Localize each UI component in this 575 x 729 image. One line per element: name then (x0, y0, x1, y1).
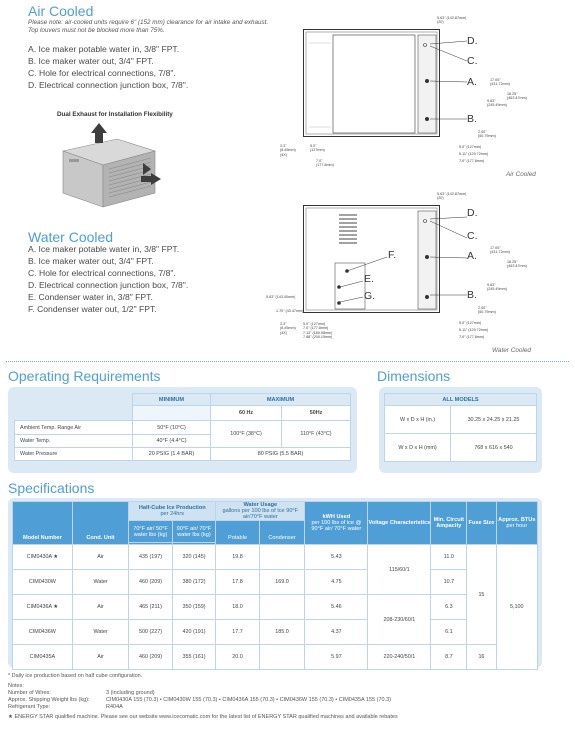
label-a: A. (467, 250, 477, 262)
operating-table (14, 393, 351, 461)
section-divider (6, 361, 569, 362)
table-row-model: CIM0436A ★ (13, 595, 73, 620)
cell: 768 x 616 x 540 (451, 434, 537, 462)
cell: 110°F (43°C) (282, 421, 351, 448)
specifications-title: Specifications (8, 480, 95, 496)
cell: 18.0 (216, 595, 259, 620)
dim-label: 3.3" (8.45mm) (4X) (280, 144, 296, 157)
footnote-notes-label: Notes: (8, 683, 24, 689)
cell (259, 645, 305, 670)
dim-label: 7.0" (177.8mm) (459, 335, 485, 339)
cell: 5.97 (305, 645, 368, 670)
col-60hz: 60 Hz (211, 406, 282, 421)
table-row-model: CIM0430W (13, 570, 73, 595)
dim-label: 18.25" (463.47mm) (507, 92, 527, 101)
cell: 350 (159) (172, 595, 215, 620)
cell: 320 (145) (172, 545, 215, 570)
air-cooled-note: Please note: air-cooled units require 6" (152 mm) clearance for air intake and exhaust. Top louvers must not be blocked more than 75%. (28, 19, 269, 34)
specifications-panel (8, 498, 542, 668)
footnote-refrigerant-label: Refrigerant Type: (8, 704, 51, 710)
list-item: B. Ice maker water out, 3/4" FPT. (28, 56, 154, 66)
dim-label: 18.25" (463.47mm) (507, 260, 527, 269)
cell (259, 545, 305, 570)
footnote-wires-value: 3 (including ground) (106, 690, 155, 696)
cell: 20.0 (216, 645, 259, 670)
label-c: C. (467, 55, 478, 67)
dim-label: 5.63" (143.00mm) (266, 295, 296, 299)
cell: 20 PSIG (1.4 BAR) (133, 448, 211, 461)
cell: 17.7 (216, 620, 259, 645)
table-row-model: CIM0430A ★ (13, 545, 73, 570)
cell: 460 (209) (129, 570, 172, 595)
dim-label: 5.63" (142.87mm) (20) (437, 16, 467, 25)
cell: Air (72, 645, 129, 670)
dimensions-table (384, 393, 537, 462)
dim-label: 3.3" (8.45mm) (4X) (280, 322, 296, 335)
col-potable: Potable (216, 521, 259, 545)
dim-label: 5.0" (127mm) (459, 145, 482, 149)
dim-label: 5.0" (127mm) 7.0" (177.8mm) 7.13" (180.98mm) 7.88" (200.15mm) (303, 322, 333, 340)
dim-label: 17.00" (431.72mm) (490, 78, 510, 87)
list-item: E. Condenser water in, 3/8" FPT. (28, 292, 153, 302)
label-b: B. (467, 113, 477, 125)
cell: Air (72, 595, 129, 620)
cell: 5.43 (305, 545, 368, 570)
cell: 6.3 (431, 595, 467, 620)
cell: 8.7 (431, 645, 467, 670)
table-row-model: CIM0436W (13, 620, 73, 645)
water-leader-lines (340, 205, 470, 305)
row-label: Ambient Temp. Range Air (15, 421, 133, 435)
col-50hz: 50Hz (282, 406, 351, 421)
specifications-table (12, 501, 538, 670)
cell: 17.8 (216, 570, 259, 595)
cell: 355 (161) (172, 645, 215, 670)
exhaust-label: Dual Exhaust for Installation Flexibility (57, 111, 173, 118)
footnote-production: * Daily ice production based on half cube configuration. (8, 673, 143, 679)
dim-label: 5.63" (142.87mm) (20) (437, 192, 467, 201)
cell: 80 PSIG (5.5 BAR) (211, 448, 351, 461)
label-f: F. (388, 249, 397, 261)
cell: 6.1 (431, 620, 467, 645)
air-cooled-caption: Air Cooled (506, 171, 536, 178)
footnote-weight-label: Approx. Shipping Weight lbs (kg): (8, 697, 90, 703)
col-all-models: ALL MODELS (385, 394, 537, 406)
list-item: D. Electrical connection junction box, 7/8". (28, 280, 189, 290)
list-item: D. Electrical connection junction box, 7/8". (28, 80, 189, 90)
list-item: F. Condenser water out, 1/2" FPT. (28, 304, 157, 314)
dim-label: 5.0" (127mm) (310, 144, 325, 153)
label-g: G. (364, 290, 376, 302)
dim-label: 17.00" (431.72mm) (490, 246, 510, 255)
cell: 19.8 (216, 545, 259, 570)
col-cond: Cond. Unit (72, 502, 129, 545)
cell: 465 (211) (129, 595, 172, 620)
col-half-cube: Half-Cube Ice Production per 24hrs (129, 502, 216, 521)
dim-label: 2.00" (50.79mm) (478, 306, 496, 315)
cell: 50°F (10°C) (133, 421, 211, 435)
list-item: C. Hole for electrical connections, 7/8". (28, 68, 176, 78)
cell: 115/60/1 (368, 545, 431, 595)
cell (259, 595, 305, 620)
cell: Water (72, 570, 129, 595)
col-condenser: Condenser (259, 521, 305, 545)
dimensions-table-panel (379, 387, 542, 473)
dim-label: 7.0" (177.8mm) (459, 159, 485, 163)
cell: 4.75 (305, 570, 368, 595)
cell: 460 (209) (129, 645, 172, 670)
cell: 100°F (38°C) (211, 421, 282, 448)
col-maximum: MAXIMUM (211, 394, 351, 406)
air-cooled-drawing (303, 29, 445, 139)
ice-machine-illustration (55, 121, 165, 211)
cell: 4.37 (305, 620, 368, 645)
col-btu: Approx. BTUs per hour (496, 502, 537, 545)
water-cooled-caption: Water Cooled (492, 347, 531, 354)
footnote-wires-label: Number of Wires: (8, 690, 51, 696)
cell: 208-230/60/1 (368, 595, 431, 645)
cell: 15 (467, 545, 496, 645)
dim-label: 9.63" (245.49mm) (487, 99, 507, 108)
list-item: A. Ice maker potable water in, 3/8" FPT. (28, 44, 180, 54)
air-leader-lines (430, 30, 470, 130)
cell: 5.46 (305, 595, 368, 620)
col-kwh: kWH Used per 100 lbs of ice @ 90°F air/ 70°F water (305, 502, 368, 545)
col-minimum: MINIMUM (133, 394, 211, 406)
cell: 500 (227) (129, 620, 172, 645)
dim-label: 5.11" (129.72mm) (459, 152, 489, 156)
col-water-usage: Water Usage gallons per 100 lbs of Ice 90°F air/70°F water (216, 502, 305, 521)
operating-requirements-title: Operating Requirements (8, 368, 161, 384)
label-d: D. (467, 207, 478, 219)
col-hc2: 90°F air/ 70°F water lbs (kg) (172, 521, 215, 543)
water-cooled-title: Water Cooled (28, 229, 114, 245)
cell: 380 (172) (172, 570, 215, 595)
cell: 10.7 (431, 570, 467, 595)
air-cooled-title: Air Cooled (28, 3, 94, 19)
cell: 435 (197) (129, 545, 172, 570)
label-e: E. (364, 273, 374, 285)
cell: 185.0 (259, 620, 305, 645)
list-item: B. Ice maker water out, 3/4" FPT. (28, 256, 154, 266)
footnote-refrigerant-value: R404A (106, 704, 123, 710)
cell: 16 (467, 645, 496, 670)
label-c: C. (467, 230, 478, 242)
dim-label: 9.63" (245.49mm) (487, 283, 507, 292)
cell: 11.0 (431, 545, 467, 570)
cell: Air (72, 545, 129, 570)
cell: 420 (191) (172, 620, 215, 645)
footnote-energy-star: ★ ENERGY STAR qualified machine. Please see our website www.icecomatic.com for the latest list of ENERGY STAR qualified machines and available rebates (8, 714, 398, 720)
row-label: W x D x H (in.) (385, 406, 451, 434)
cell: 5,100 (496, 545, 537, 670)
col-voltage: Voltage Characteristics (368, 502, 431, 545)
cell: 40°F (4.4°C) (133, 435, 211, 448)
list-item: C. Hole for electrical connections, 7/8". (28, 268, 176, 278)
dim-label: 7.0" (177.8mm) (316, 159, 334, 168)
dim-label: 5.0" (127mm) (459, 321, 482, 325)
row-label: Water Temp. (15, 435, 133, 448)
row-label: W x D x H (mm) (385, 434, 451, 462)
cell: Water (72, 620, 129, 645)
label-d: D. (467, 35, 478, 47)
dimensions-title: Dimensions (377, 368, 451, 384)
col-model: Model Number (13, 502, 73, 545)
cell: 220-240/50/1 (368, 645, 431, 670)
dim-label: 1.70" (43.47mm) (276, 309, 304, 313)
label-a: A. (467, 76, 477, 88)
table-row-model: CIM0435A (13, 645, 73, 670)
col-mca: Min. Circuit Ampacity (431, 502, 467, 545)
cell: 30.25 x 24.25 x 21.25 (451, 406, 537, 434)
operating-table-panel (8, 387, 357, 473)
list-item: A. Ice maker potable water in, 3/8" FPT. (28, 244, 180, 254)
dim-label: 5.11" (129.72mm) (459, 328, 489, 332)
col-hc1: 70°F air/ 50°F water lbs (kg) (129, 521, 172, 543)
footnote-weight-value: CIM0430A 155 (70.3) • CIM0430W 155 (70.3) • CIM0436A 155 (70.3) • CIM0436W 155 (70.3) • CIM0435A 155 (70.3) (106, 697, 391, 703)
dim-label: 2.00" (50.79mm) (478, 130, 496, 139)
label-b: B. (467, 289, 477, 301)
row-label: Water Pressure (15, 448, 133, 461)
cell: 169.0 (259, 570, 305, 595)
col-fuse: Fuse Size (467, 502, 496, 545)
air-cooled-list (28, 43, 188, 91)
water-cooled-list (28, 243, 188, 315)
